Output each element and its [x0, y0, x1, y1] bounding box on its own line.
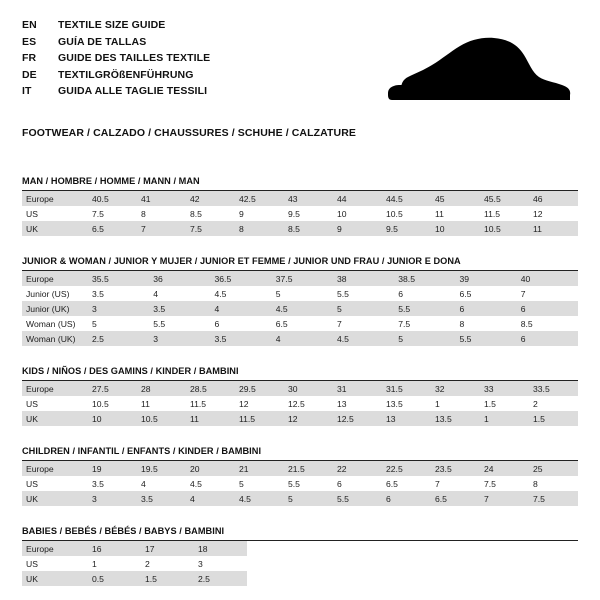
- table-row: [22, 571, 578, 586]
- cell: 6: [517, 331, 578, 346]
- cell: 7: [137, 221, 186, 236]
- cell: 5: [333, 301, 394, 316]
- language-title: GUIDA ALLE TAGLIE TESSILI: [58, 85, 208, 97]
- cell: 24: [480, 461, 529, 476]
- cell: 4: [211, 301, 272, 316]
- table-row: [22, 286, 578, 301]
- language-row: [22, 84, 210, 100]
- cell: 11: [529, 221, 578, 236]
- cell: 8: [137, 206, 186, 221]
- cell: 4: [272, 331, 333, 346]
- table-title: CHILDREN / INFANTIL / ENFANTS / KINDER / BAMBINI: [22, 446, 578, 461]
- table-row: [22, 271, 578, 286]
- cell: 8: [235, 221, 284, 236]
- table-row: [22, 381, 578, 396]
- cell: 41: [137, 191, 186, 206]
- cell: 12: [235, 396, 284, 411]
- table-title: KIDS / NIÑOS / DES GAMINS / KINDER / BAMBINI: [22, 366, 578, 381]
- table-row: [22, 411, 578, 426]
- cell: 18: [194, 541, 247, 556]
- cell: 7: [431, 476, 480, 491]
- cell: 42.5: [235, 191, 284, 206]
- cell: 10.5: [480, 221, 529, 236]
- cell: 35.5: [88, 271, 149, 286]
- cell: 11.5: [186, 396, 235, 411]
- cell: 3.5: [88, 476, 137, 491]
- cell: 21.5: [284, 461, 333, 476]
- cell: 7.5: [186, 221, 235, 236]
- cell: 6: [382, 491, 431, 506]
- cell: 5: [88, 316, 149, 331]
- cell: 36: [149, 271, 210, 286]
- cell: 11.5: [480, 206, 529, 221]
- cell: 6: [211, 316, 272, 331]
- language-row: [22, 51, 210, 67]
- cell: 6.5: [431, 491, 480, 506]
- cell: 32: [431, 381, 480, 396]
- cell: 5.5: [456, 331, 517, 346]
- row-label: Europe: [22, 381, 88, 396]
- cell: 33: [480, 381, 529, 396]
- cell: 7.5: [529, 491, 578, 506]
- cell: 7.5: [394, 316, 455, 331]
- cell: 13: [382, 411, 431, 426]
- row-label: Woman (US): [22, 316, 88, 331]
- row-label: UK: [22, 491, 88, 506]
- table-row: [22, 206, 578, 221]
- cell: 2.5: [88, 331, 149, 346]
- cell: 12.5: [284, 396, 333, 411]
- cell: 3.5: [211, 331, 272, 346]
- dress-shoe-icon: [382, 30, 572, 118]
- cell: 37.5: [272, 271, 333, 286]
- language-code: FR: [22, 52, 37, 64]
- cell: 31.5: [382, 381, 431, 396]
- cell: 6: [456, 301, 517, 316]
- cell: 12: [284, 411, 333, 426]
- cell: 1.5: [529, 411, 578, 426]
- cell: 4.5: [186, 476, 235, 491]
- cell: 38: [333, 271, 394, 286]
- cell: 7: [333, 316, 394, 331]
- row-label: US: [22, 476, 88, 491]
- cell: 44.5: [382, 191, 431, 206]
- row-label: Woman (UK): [22, 331, 88, 346]
- cell: 7.5: [88, 206, 137, 221]
- table-block-man: [22, 176, 578, 236]
- table-row: [22, 396, 578, 411]
- cell: 5: [272, 286, 333, 301]
- cell: 3: [149, 331, 210, 346]
- cell: 8.5: [284, 221, 333, 236]
- cell: 3: [88, 301, 149, 316]
- cell: 30: [284, 381, 333, 396]
- cell: 42: [186, 191, 235, 206]
- language-row: [22, 35, 210, 51]
- language-code: ES: [22, 35, 37, 48]
- cell: 9: [333, 221, 382, 236]
- language-title: GUIDE DES TAILLES TEXTILE: [58, 52, 211, 64]
- row-label: UK: [22, 571, 88, 586]
- table-row: [22, 491, 578, 506]
- language-title: TEXTILGRÖßENFÜHRUNG: [58, 68, 194, 81]
- table-row: [22, 331, 578, 346]
- cell: 12: [529, 206, 578, 221]
- cell: 8.5: [186, 206, 235, 221]
- language-list: [22, 18, 210, 100]
- row-label: UK: [22, 221, 88, 236]
- cell: 28.5: [186, 381, 235, 396]
- cell: 11.5: [235, 411, 284, 426]
- table-row: [22, 476, 578, 491]
- cell: 9.5: [382, 221, 431, 236]
- cell: 3.5: [137, 491, 186, 506]
- cell: 3.5: [149, 301, 210, 316]
- cell: 2: [141, 556, 194, 571]
- cell: 29.5: [235, 381, 284, 396]
- cell: 8.5: [517, 316, 578, 331]
- cell: 1: [431, 396, 480, 411]
- cell: 10.5: [88, 396, 137, 411]
- cell: 10: [431, 221, 480, 236]
- row-label: Europe: [22, 541, 88, 556]
- cell: 19.5: [137, 461, 186, 476]
- cell: 10: [333, 206, 382, 221]
- cell: 6.5: [88, 221, 137, 236]
- cell: 44: [333, 191, 382, 206]
- cell: 7.5: [480, 476, 529, 491]
- cell: 45.5: [480, 191, 529, 206]
- cell: 6: [394, 286, 455, 301]
- table-row: [22, 191, 578, 206]
- cell: 0.5: [88, 571, 141, 586]
- cell: 6.5: [272, 316, 333, 331]
- cell-empty: [247, 571, 578, 586]
- cell: 7: [517, 286, 578, 301]
- cell: 20: [186, 461, 235, 476]
- cell: 5: [394, 331, 455, 346]
- size-table-junior-woman: [22, 271, 578, 346]
- cell: 5.5: [333, 286, 394, 301]
- row-label: Junior (UK): [22, 301, 88, 316]
- language-code: DE: [22, 68, 37, 81]
- row-label: Junior (US): [22, 286, 88, 301]
- row-label: US: [22, 206, 88, 221]
- language-title: TEXTILE SIZE GUIDE: [58, 19, 166, 31]
- cell: 5: [235, 476, 284, 491]
- language-code: IT: [22, 85, 32, 97]
- table-block-children: [22, 446, 578, 506]
- cell: 31: [333, 381, 382, 396]
- table-block-babies: [22, 526, 578, 586]
- table-row: [22, 461, 578, 476]
- cell: 6.5: [456, 286, 517, 301]
- cell: 10.5: [137, 411, 186, 426]
- table-row: [22, 556, 578, 571]
- cell: 45: [431, 191, 480, 206]
- language-title: GUÍA DE TALLAS: [58, 35, 147, 48]
- cell: 25: [529, 461, 578, 476]
- cell: 13: [333, 396, 382, 411]
- cell: 36.5: [211, 271, 272, 286]
- cell: 8: [529, 476, 578, 491]
- cell: 4.5: [211, 286, 272, 301]
- cell: 4: [137, 476, 186, 491]
- cell: 6: [333, 476, 382, 491]
- cell: 9: [235, 206, 284, 221]
- cell: 6: [517, 301, 578, 316]
- table-block-kids: [22, 366, 578, 426]
- cell: 3: [194, 556, 247, 571]
- row-label: Europe: [22, 191, 88, 206]
- row-label: US: [22, 556, 88, 571]
- table-row: [22, 541, 578, 556]
- cell: 28: [137, 381, 186, 396]
- cell: 4: [149, 286, 210, 301]
- cell: 2: [529, 396, 578, 411]
- cell: 4.5: [272, 301, 333, 316]
- cell-empty: [247, 541, 578, 556]
- size-table-children: [22, 461, 578, 506]
- cell: 40: [517, 271, 578, 286]
- row-label: UK: [22, 411, 88, 426]
- cell: 12.5: [333, 411, 382, 426]
- language-row: [22, 18, 210, 34]
- cell: 1.5: [141, 571, 194, 586]
- cell: 3.5: [88, 286, 149, 301]
- cell: 4.5: [333, 331, 394, 346]
- cell: 46: [529, 191, 578, 206]
- table-row: [22, 301, 578, 316]
- cell: 2.5: [194, 571, 247, 586]
- cell: 19: [88, 461, 137, 476]
- cell: 11: [186, 411, 235, 426]
- cell: 8: [456, 316, 517, 331]
- table-title: MAN / HOMBRE / HOMME / MANN / MAN: [22, 176, 578, 191]
- cell: 22: [333, 461, 382, 476]
- page-title: FOOTWEAR / CALZADO / CHAUSSURES / SCHUHE / CALZATURE: [22, 127, 357, 139]
- cell: 5.5: [149, 316, 210, 331]
- cell: 10: [88, 411, 137, 426]
- cell: 13.5: [382, 396, 431, 411]
- cell: 23.5: [431, 461, 480, 476]
- cell: 5.5: [284, 476, 333, 491]
- cell: 13.5: [431, 411, 480, 426]
- cell: 33.5: [529, 381, 578, 396]
- size-table-man: [22, 191, 578, 236]
- cell: 40.5: [88, 191, 137, 206]
- table-block-junior-woman: [22, 256, 578, 346]
- cell: 1.5: [480, 396, 529, 411]
- cell: 1: [88, 556, 141, 571]
- cell: 3: [88, 491, 137, 506]
- table-row: [22, 221, 578, 236]
- cell: 16: [88, 541, 141, 556]
- language-row: [22, 68, 210, 84]
- cell: 11: [137, 396, 186, 411]
- cell: 27.5: [88, 381, 137, 396]
- cell: 9.5: [284, 206, 333, 221]
- cell: 1: [480, 411, 529, 426]
- cell: 6.5: [382, 476, 431, 491]
- header: [22, 18, 578, 118]
- cell: 11: [431, 206, 480, 221]
- table-title: BABIES / BEBÉS / BÉBÉS / BABYS / BAMBINI: [22, 526, 578, 541]
- size-table-kids: [22, 381, 578, 426]
- cell: 38.5: [394, 271, 455, 286]
- cell: 4.5: [235, 491, 284, 506]
- cell: 10.5: [382, 206, 431, 221]
- cell: 39: [456, 271, 517, 286]
- cell-empty: [247, 556, 578, 571]
- table-row: [22, 316, 578, 331]
- cell: 5.5: [394, 301, 455, 316]
- language-code: EN: [22, 19, 37, 31]
- row-label: US: [22, 396, 88, 411]
- cell: 22.5: [382, 461, 431, 476]
- table-title: JUNIOR & WOMAN / JUNIOR Y MUJER / JUNIOR ET FEMME / JUNIOR UND FRAU / JUNIOR E DONA: [22, 256, 578, 271]
- cell: 5: [284, 491, 333, 506]
- row-label: Europe: [22, 461, 88, 476]
- size-table-babies: [22, 541, 578, 586]
- cell: 4: [186, 491, 235, 506]
- cell: 21: [235, 461, 284, 476]
- cell: 7: [480, 491, 529, 506]
- cell: 43: [284, 191, 333, 206]
- cell: 5.5: [333, 491, 382, 506]
- row-label: Europe: [22, 271, 88, 286]
- cell: 17: [141, 541, 194, 556]
